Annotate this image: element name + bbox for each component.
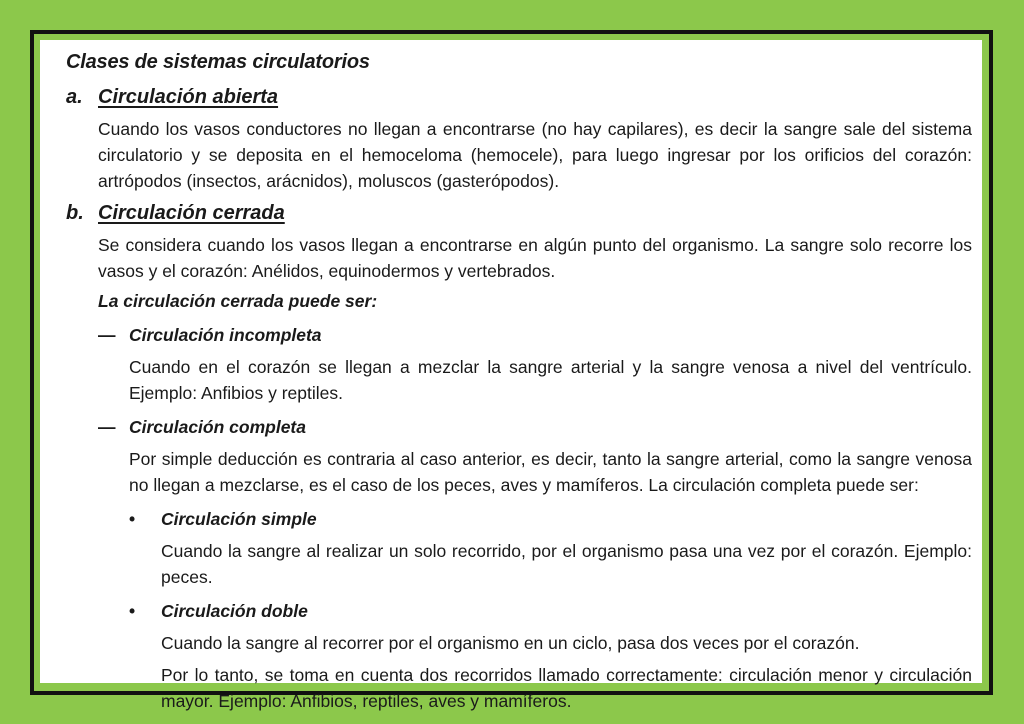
simple-heading — [129, 504, 972, 534]
dash-marker: — — [98, 417, 116, 437]
completa-title: Circulación completa — [129, 417, 306, 437]
doble-paragraph: Cuando la sangre al recorrer por el organismo en un ciclo, pasa dos veces por el corazón. — [161, 633, 860, 653]
dash-marker: — — [98, 325, 116, 345]
section-b-paragraph: Se considera cuando los vasos llegan a encontrarse en algún punto del organismo. La sangre solo recorre los vasos y el corazón: Anélidos, equinodermos y vertebrados. — [98, 235, 972, 281]
page-border — [30, 30, 993, 711]
incompleta-title: Circulación incompleta — [129, 325, 322, 345]
simple-paragraph: Cuando la sangre al realizar un solo recorrido, por el organismo pasa una vez por el corazón. Ejemplo: peces. — [161, 541, 972, 587]
section-b-intro: La circulación cerrada puede ser: — [98, 291, 378, 311]
doble-paragraph-2: Por lo tanto, se toma en cuenta dos recorridos llamado correctamente: circulación menor y circulación mayor. Ejemplo: Anfibios, reptiles, aves y mamíferos. — [161, 665, 972, 711]
document-page — [40, 40, 982, 711]
section-a-marker: a. — [66, 86, 83, 108]
document-title: Clases de sistemas circulatorios — [66, 51, 370, 73]
document-content — [66, 48, 972, 720]
completa-heading — [98, 412, 972, 442]
completa-paragraph: Por simple deducción es contraria al caso anterior, es decir, tanto la sangre arterial, como la sangre venosa no llegan a mezclarse, es el caso de los peces, aves y mamíferos. La circulación completa puede ser: — [129, 449, 972, 495]
simple-title: Circulación simple — [161, 509, 317, 529]
doble-title: Circulación doble — [161, 601, 308, 621]
section-b-title: Circulación cerrada — [98, 202, 285, 224]
doble-heading — [129, 596, 972, 626]
bullet-marker: • — [129, 601, 136, 621]
section-b-heading — [66, 198, 972, 228]
incompleta-heading — [98, 320, 972, 350]
section-b-marker: b. — [66, 202, 84, 224]
section-a-paragraph: Cuando los vasos conductores no llegan a encontrarse (no hay capilares), es decir la sangre sale del sistema circulatorio y se deposita en el hemoceloma (hemocele), para luego ingresar por los orificios del corazón: artrópodos (insectos, arácnidos), moluscos (gasterópodos). — [98, 119, 972, 191]
section-a-title: Circulación abierta — [98, 86, 279, 108]
section-a-heading — [66, 82, 972, 112]
incompleta-paragraph: Cuando en el corazón se llegan a mezclar la sangre arterial y la sangre venosa a nivel del ventrículo. Ejemplo: Anfibios y reptiles. — [129, 357, 972, 403]
bullet-marker: • — [129, 509, 136, 529]
